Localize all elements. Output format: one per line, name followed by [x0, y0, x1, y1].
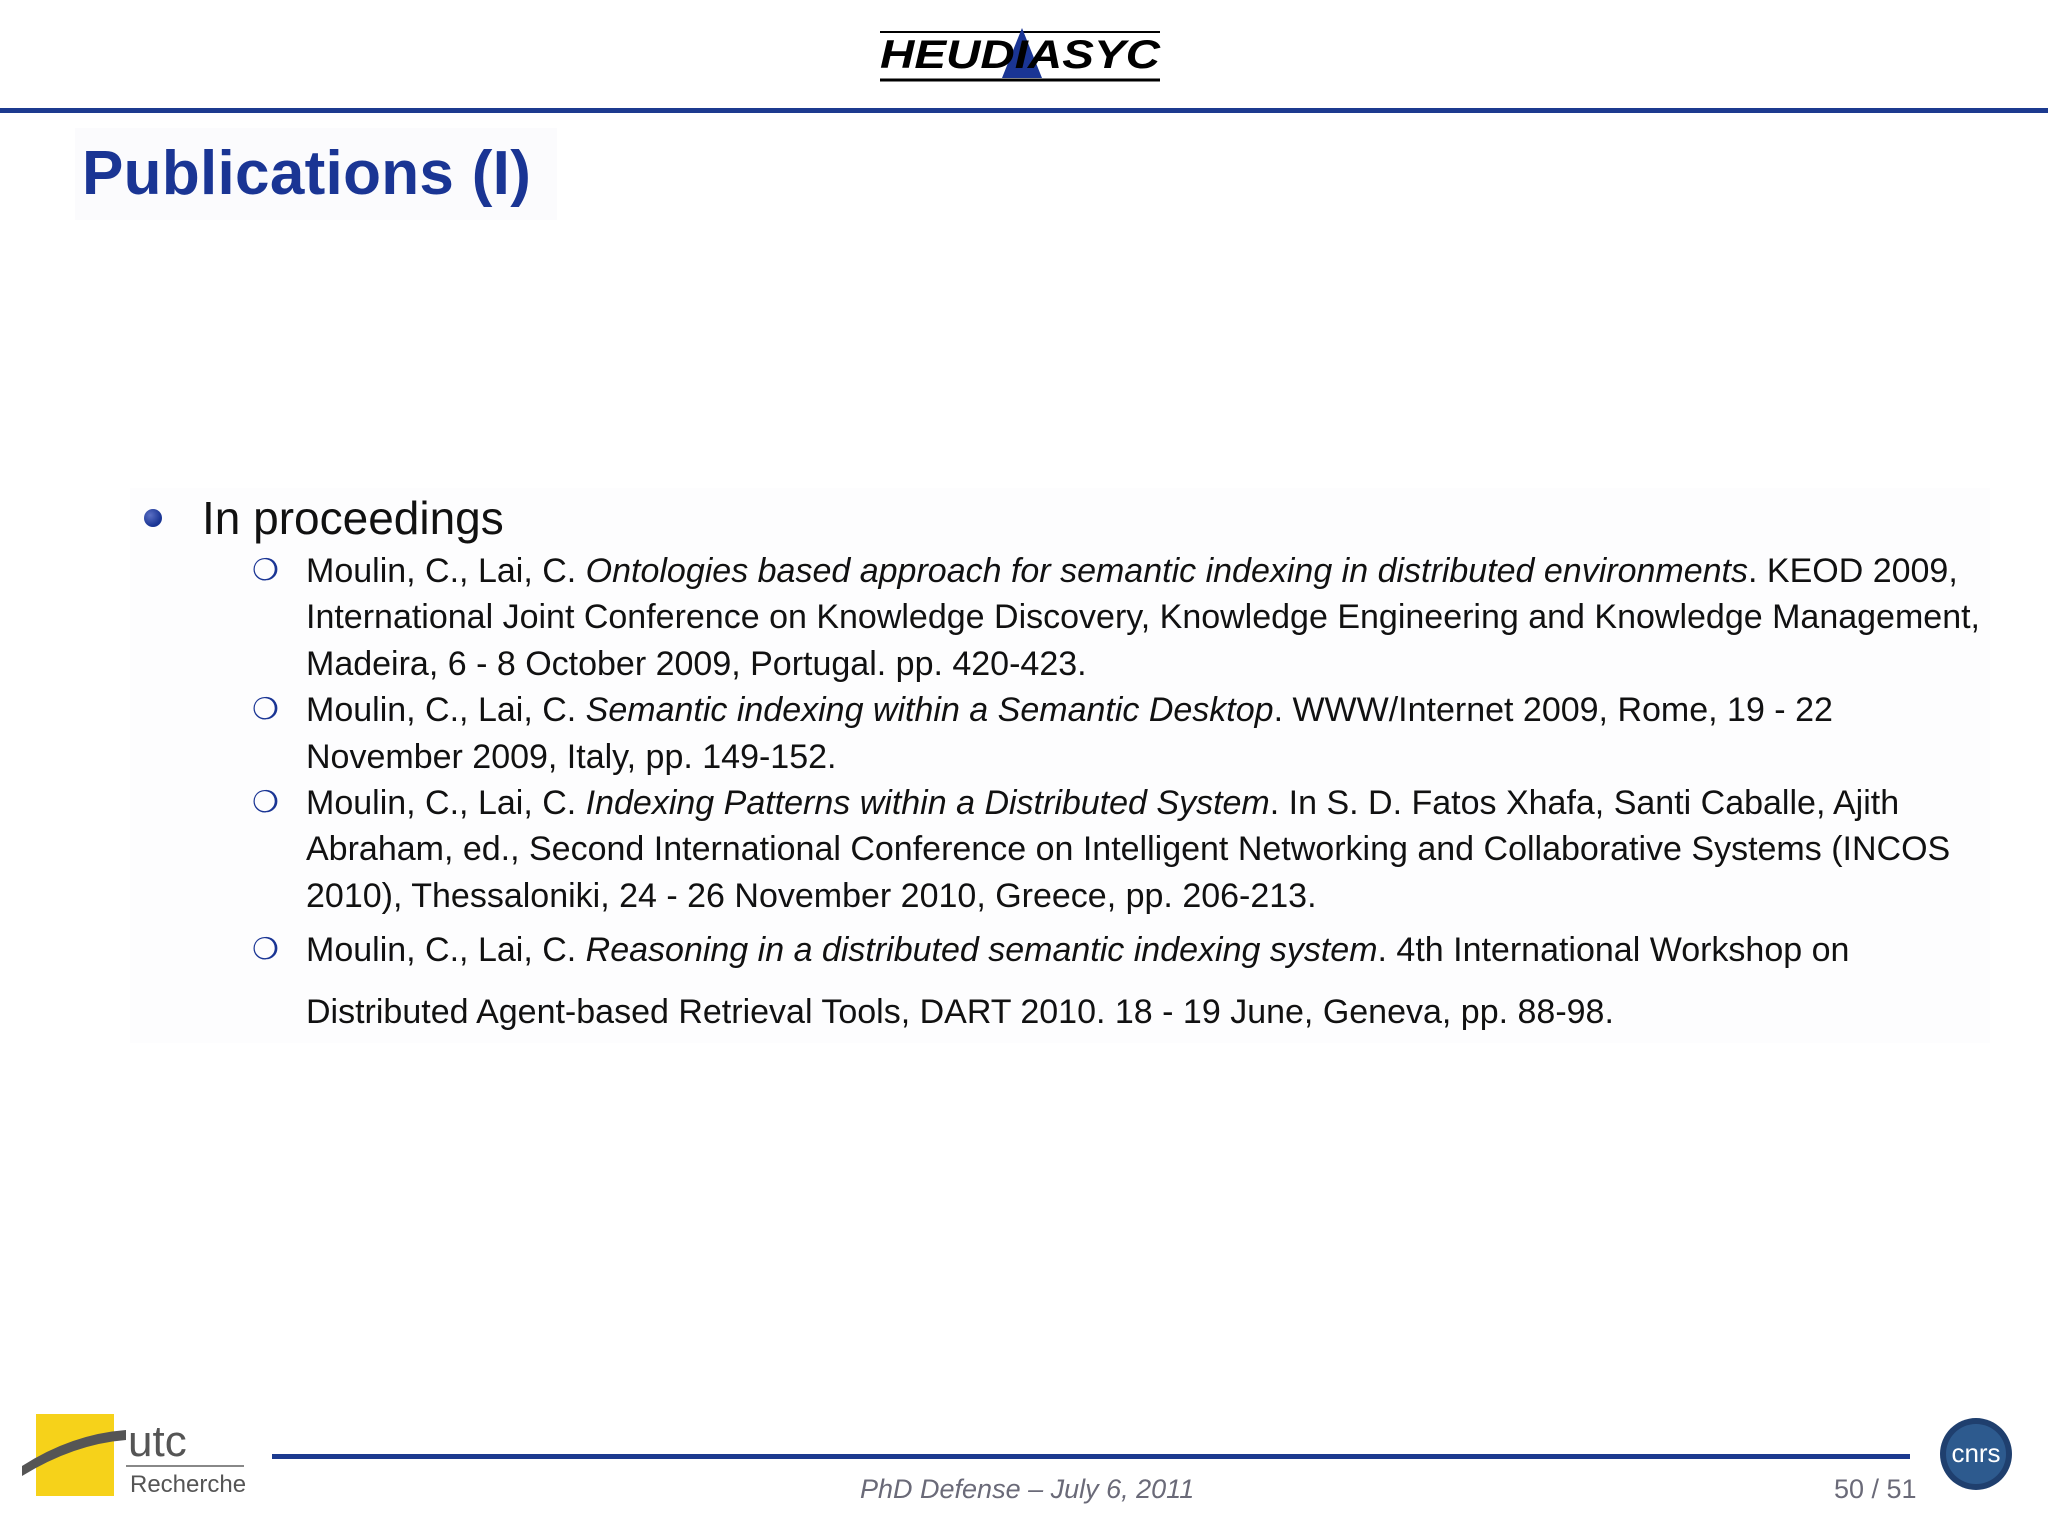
utc-logo-subtext: Recherche	[130, 1471, 247, 1498]
circle-bullet-icon: ❍	[252, 933, 279, 967]
section-bullet	[130, 488, 1990, 548]
reference-title: Indexing Patterns within a Distributed System	[585, 784, 1270, 823]
utc-recherche-logo	[22, 1410, 252, 1500]
reference-details: . In S. D. Fatos Xhafa, Santi Caballe, Ajith Abraham, ed., Second International Conference on Intelligent Networking and Collaborative Systems (INCOS 2010), Thessaloniki, 24 - 26 November 2010, Greece, pp. 206-213.	[306, 784, 1951, 915]
reference-list	[130, 548, 1990, 1043]
reference-title: Ontologies based approach for semantic indexing in distributed environments	[585, 552, 1748, 590]
heudiasyc-logo-text: HEUDIASYC	[880, 33, 1162, 77]
reference-title: Semantic indexing within a Semantic Desktop	[585, 691, 1274, 730]
reference-title: Reasoning in a distributed semantic indexing system	[585, 931, 1378, 970]
slide-content	[130, 488, 1990, 1043]
reference-item	[130, 919, 1990, 1043]
cnrs-logo-text: cnrs	[1951, 1438, 2001, 1468]
circle-bullet-icon: ❍	[252, 693, 279, 727]
heudiasyc-logo	[870, 22, 1170, 88]
bullet-dot-icon	[144, 509, 162, 527]
footer-caption: PhD Defense – July 6, 2011	[860, 1474, 1195, 1504]
reference-authors: Moulin, C., Lai, C.	[306, 931, 586, 970]
reference-authors: Moulin, C., Lai, C.	[306, 784, 586, 823]
reference-details: . KEOD 2009, International Joint Conference on Knowledge Discovery, Knowledge Engineering and Knowledge Management, Madeira, 6 - 8 October 2009, Portugal. pp. 420-423.	[306, 552, 1981, 683]
circle-bullet-icon: ❍	[252, 554, 279, 587]
reference-authors: Moulin, C., Lai, C.	[306, 691, 586, 730]
reference-authors: Moulin, C., Lai, C.	[306, 552, 586, 590]
slide-title: Publications (I)	[82, 139, 532, 208]
reference-item	[130, 548, 1990, 687]
reference-details: . 4th International Workshop on Distributed Agent-based Retrieval Tools, DART 2010. 18 - 19 June, Geneva, pp. 88-98.	[306, 931, 1850, 1032]
cnrs-logo	[1938, 1416, 2014, 1492]
reference-details: . WWW/Internet 2009, Rome, 19 - 22 November 2009, Italy, pp. 149-152.	[306, 691, 1833, 776]
section-heading: In proceedings	[202, 492, 504, 544]
circle-bullet-icon: ❍	[252, 786, 279, 820]
reference-item	[130, 780, 1990, 919]
page-number: 50 / 51	[1834, 1474, 1917, 1504]
reference-item	[130, 687, 1990, 780]
header-rule	[0, 108, 2048, 113]
footer-rule	[272, 1454, 1910, 1459]
utc-logo-text: utc	[128, 1417, 187, 1466]
